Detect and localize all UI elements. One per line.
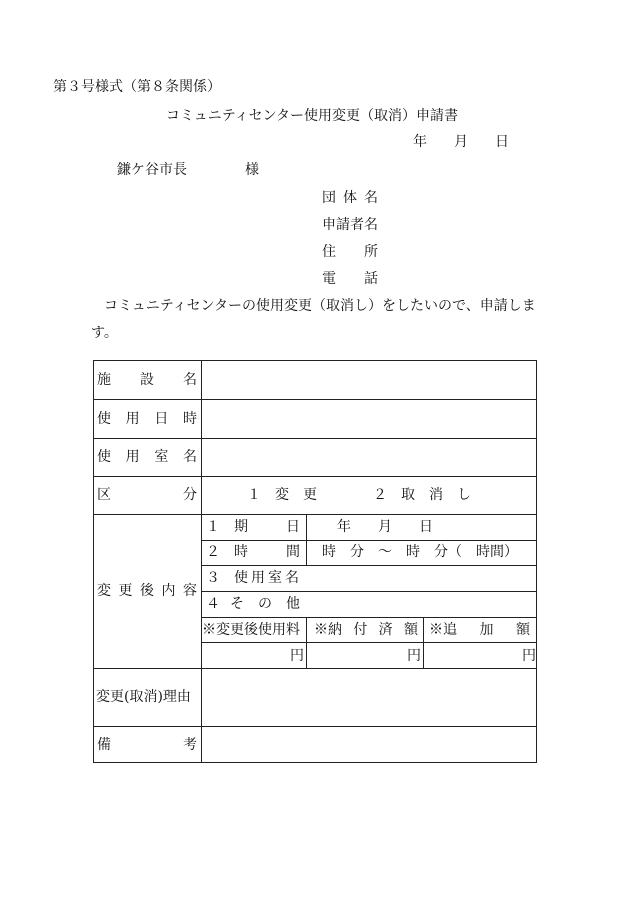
label-category (97, 488, 197, 502)
char: 容 (183, 583, 197, 599)
body-line-1: コミュニティセンターの使用変更（取消し）をしたいので、申請しま (104, 298, 536, 314)
row-divider (94, 476, 536, 477)
label-additional-amount (429, 623, 530, 637)
label-other: そ の 他 (230, 596, 300, 612)
label-reason: 変更(取消)理由 (96, 689, 191, 705)
char: 変 (97, 583, 111, 599)
char: 施 (97, 372, 111, 388)
label-remarks (97, 738, 197, 752)
row-divider (94, 438, 536, 439)
char: 日 (154, 411, 169, 427)
char: 室 (154, 449, 169, 465)
char: 使 (97, 411, 111, 427)
document-title: コミュニティセンター使用変更（取消）申請書 (166, 108, 459, 124)
char: 額 (516, 622, 530, 638)
label-change-content (97, 584, 197, 598)
label-use-datetime (97, 412, 197, 426)
item-number-2: ２ (206, 544, 220, 560)
row-divider (94, 726, 536, 727)
date-year: 年 (413, 134, 427, 150)
char: 備 (97, 737, 111, 753)
date-month: 月 (454, 134, 468, 150)
period-value (337, 520, 433, 534)
label-facility (97, 373, 197, 387)
column-divider (201, 361, 202, 762)
application-table (93, 360, 537, 763)
char: 更 (118, 583, 133, 599)
applicant-address-label (322, 245, 378, 259)
char: 電 (322, 271, 336, 287)
char: 考 (183, 737, 197, 753)
form-number: 第３号様式（第８条関係） (53, 79, 221, 95)
char: 加 (479, 622, 494, 638)
char: 時 (182, 411, 197, 427)
char: 内 (161, 583, 176, 599)
row-divider (94, 399, 536, 400)
label-fee-after-change: ※変更後使用料 (202, 622, 300, 638)
row-divider (201, 565, 536, 566)
char: 体 (343, 190, 357, 206)
char: 住 (322, 244, 336, 260)
label-use-room (97, 450, 197, 464)
label-paid-amount (314, 623, 418, 637)
char: 年 (337, 519, 351, 535)
item-number-1: １ (206, 519, 220, 535)
char: 後 (140, 583, 154, 599)
char: 月 (378, 519, 392, 535)
char: 名 (182, 449, 197, 465)
char: 団 (322, 190, 336, 206)
char: 時 (234, 544, 248, 560)
column-divider (306, 617, 307, 668)
char: 用 (125, 411, 140, 427)
column-divider (423, 617, 424, 668)
char: 日 (419, 519, 433, 535)
char: 付 (353, 622, 368, 638)
row-divider (94, 668, 536, 669)
row-divider (201, 540, 536, 541)
char: 設 (140, 372, 154, 388)
char: 区 (97, 487, 111, 503)
row-divider (94, 514, 536, 515)
date-day: 日 (495, 134, 509, 150)
label-time (234, 545, 300, 559)
char: ※追 (429, 622, 457, 638)
char: 名 (364, 190, 378, 206)
addressee-name: 鎌ケ谷市長 (117, 162, 187, 178)
item-number-4: ４ (206, 596, 220, 612)
char: 使 (97, 449, 111, 465)
char: 期 (234, 519, 248, 535)
row-divider (201, 591, 536, 592)
char: 日 (286, 519, 300, 535)
date-line (413, 135, 509, 149)
char: 済 (378, 622, 393, 638)
char: 話 (364, 271, 378, 287)
item-number-3: ３ (206, 570, 220, 586)
category-option-cancel: ２ 取 消 し (373, 487, 471, 503)
char: 額 (403, 622, 418, 638)
yen-paid: 円 (407, 648, 421, 664)
char: 名 (183, 372, 197, 388)
addressee-honorific: 様 (245, 162, 259, 178)
column-divider (306, 514, 307, 565)
row-divider (201, 617, 536, 618)
label-use-room-name: 使用室名 (234, 570, 302, 586)
char: 所 (364, 244, 378, 260)
char: 用 (125, 449, 140, 465)
char: ※納 (314, 622, 342, 638)
applicant-name-label: 申請者名 (322, 217, 378, 233)
body-line-2: す。 (91, 325, 118, 341)
yen-additional: 円 (522, 648, 536, 664)
label-period (234, 520, 300, 534)
category-option-change: １ 変 更 (247, 487, 317, 503)
row-divider (201, 642, 536, 643)
yen-fee: 円 (290, 648, 304, 664)
applicant-phone-label (322, 272, 378, 286)
char: 分 (183, 487, 197, 503)
applicant-group-label (322, 191, 378, 205)
time-value: 時 分 〜 時 分（ 時間） (322, 544, 518, 560)
char: 間 (286, 544, 300, 560)
